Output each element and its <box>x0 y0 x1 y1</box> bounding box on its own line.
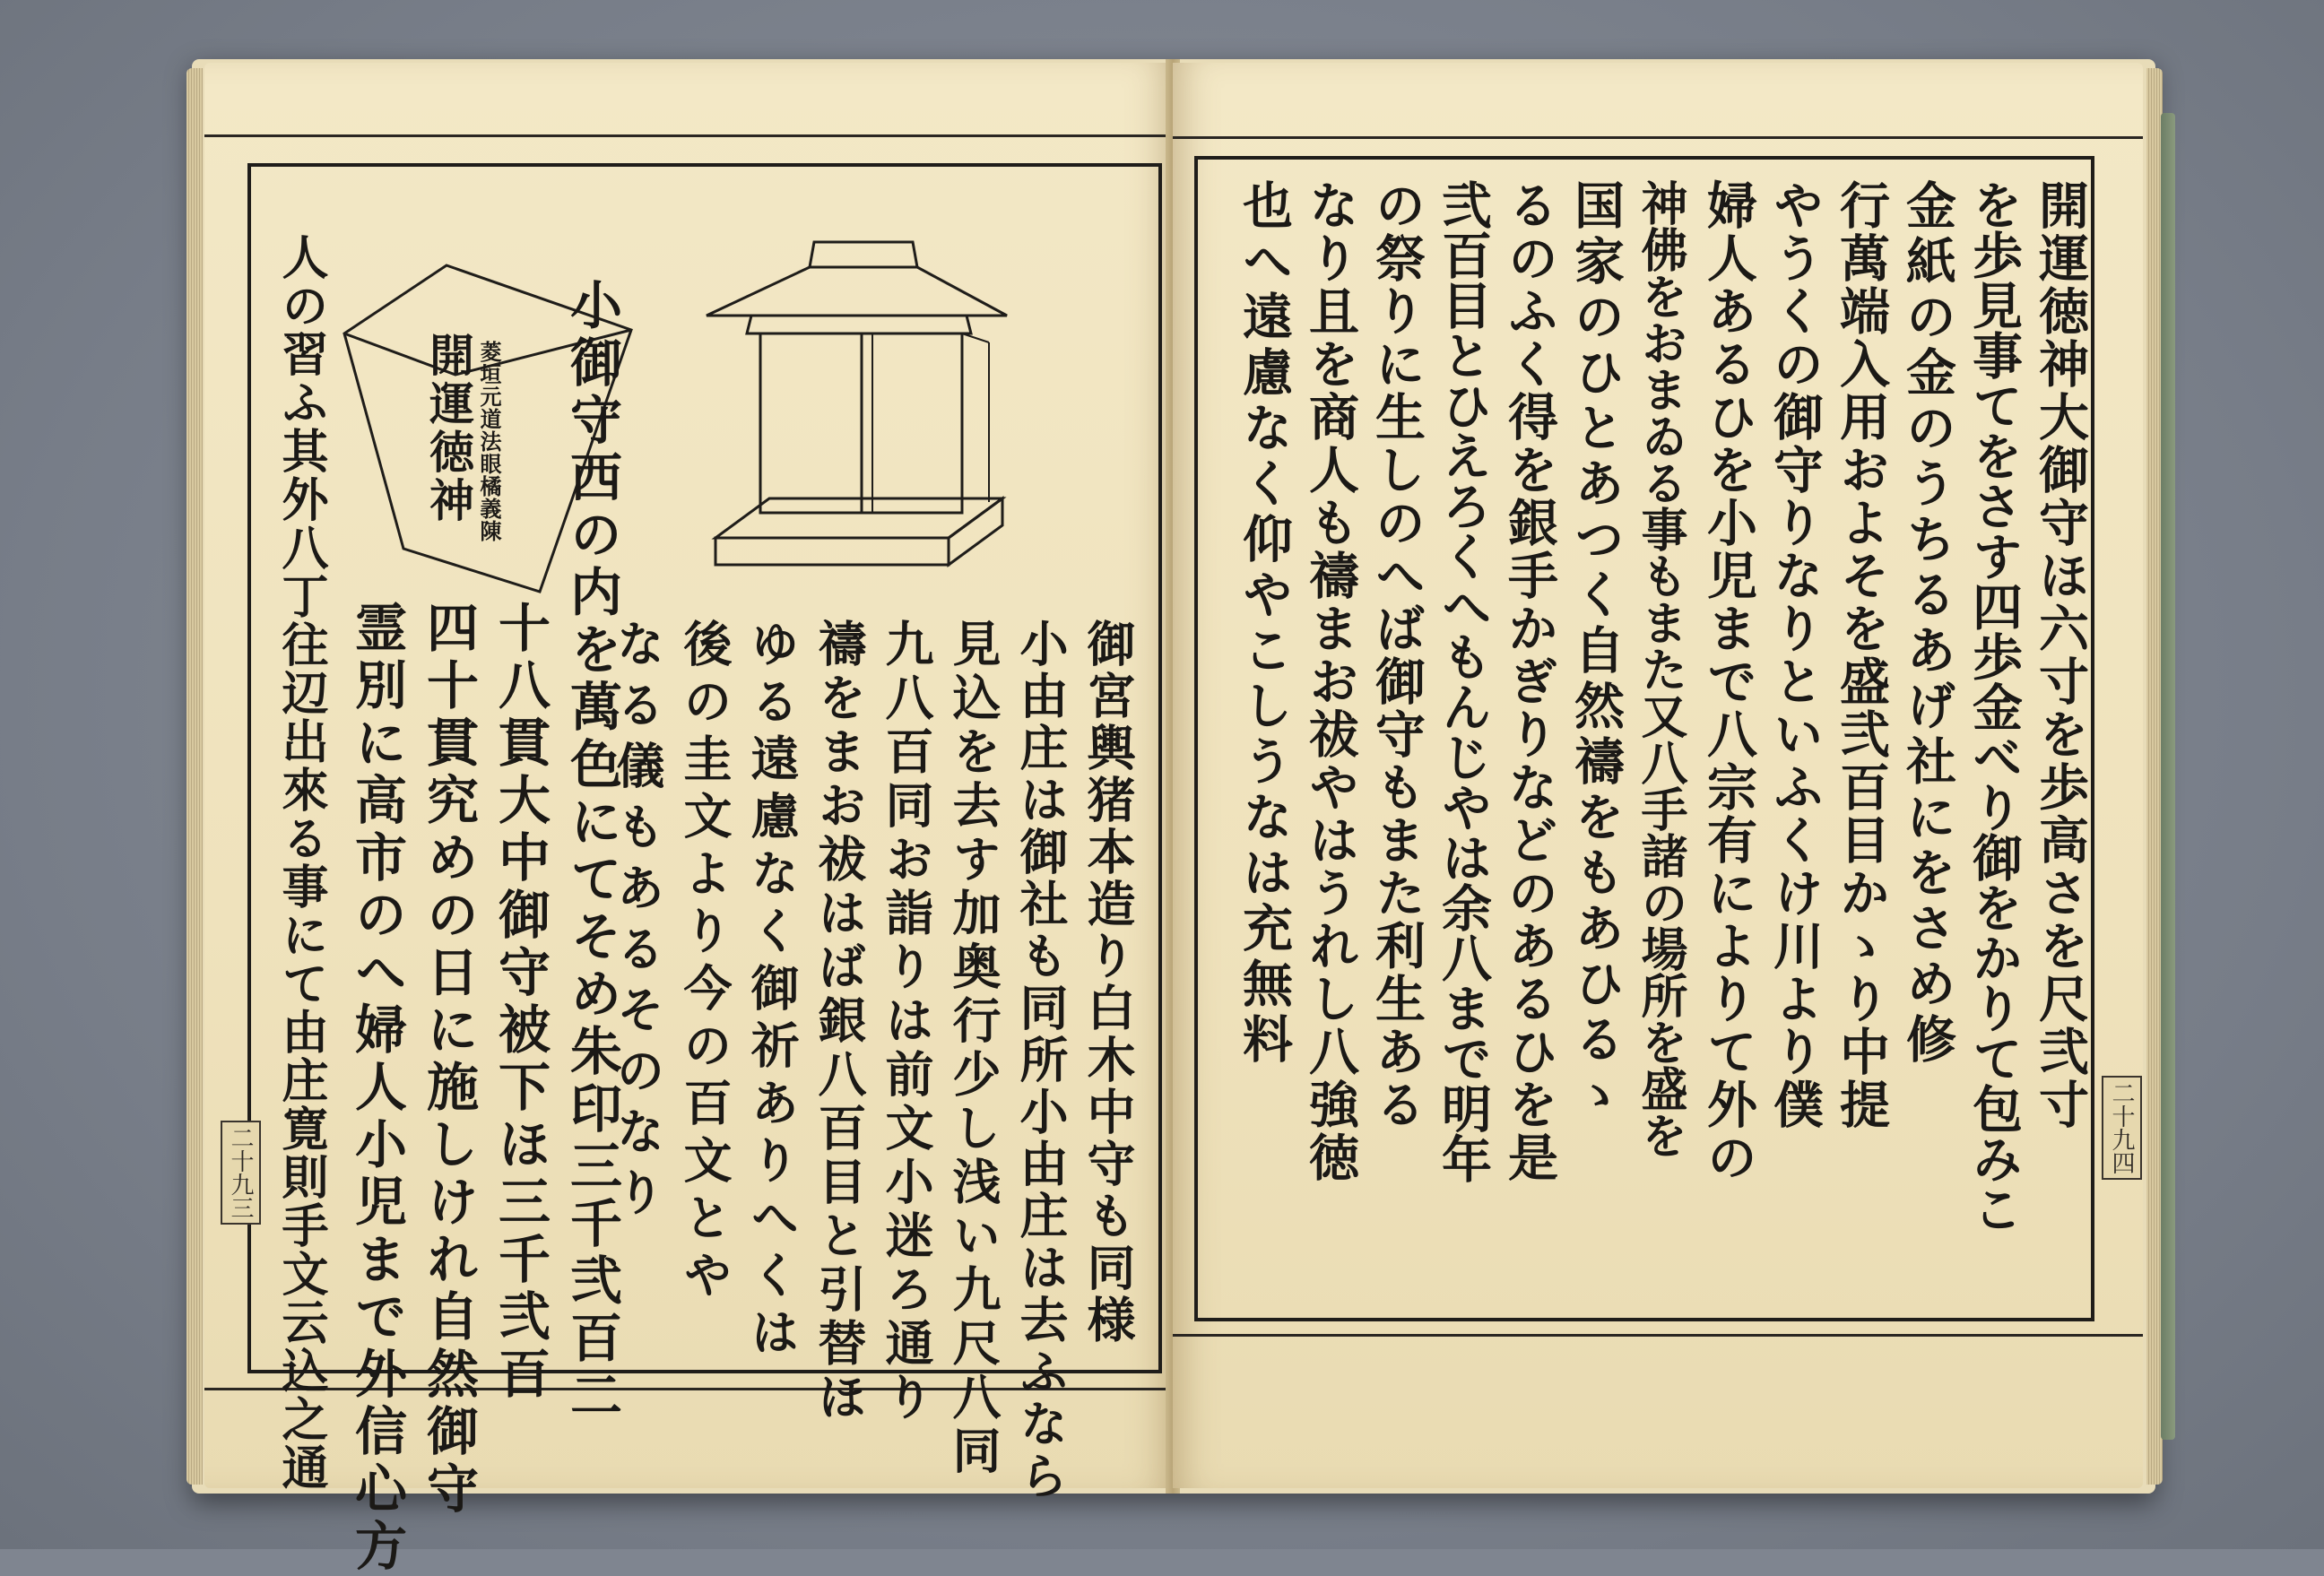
folio-number: 二十九三 <box>221 1121 261 1225</box>
text-column: 行萬端入用およそを盛弐百目かゝり中提 <box>1832 179 1891 1131</box>
text-column: 後の圭文より今の百文とや <box>676 619 733 1307</box>
text-column: 霊別に高市のへ婦人小児まで外信心方 <box>346 601 407 1576</box>
left-page <box>204 63 1173 1576</box>
bottom-rule <box>1173 1334 2143 1337</box>
folio-number: 二十九四 <box>2102 1076 2142 1180</box>
left-page-edges <box>186 68 203 1485</box>
charm-subtitle: 菱垣元道法眼橘義陳 <box>476 341 502 542</box>
text-column: 九八百同お詣りは前文小迷ろ通り <box>878 619 935 1425</box>
text-column: なる儀もあるそのなり <box>609 619 666 1228</box>
text-column: 十八貫大中御守被下ほ三千弐百 <box>490 601 551 1404</box>
text-column: 小由庄は御社も同所小由庄は去ふなら <box>1012 619 1070 1502</box>
text-column: 見込を去す加奥行少し浅い九尺八同 <box>945 619 1002 1479</box>
text-column: るのふく得を銀手かぎりなどのあるひを是 <box>1500 179 1559 1184</box>
text-column: 御宮輿猪本造り白木中守も同様 <box>1080 619 1137 1347</box>
text-column: 四十貫究めの日に施しけれ自然御守 <box>418 601 479 1519</box>
text-column: 金紙の金のうちるあげ社にをさめ修 <box>1898 179 1957 1069</box>
text-column: ゆる遠慮なく御祈ありへくは <box>743 619 801 1364</box>
text-column: 人の習ふ其外八丁往辺出來る事にて由庄寛則手文云込之通 <box>273 233 328 1492</box>
text-column: 婦人あるひを小児まで八宗有によりて外の <box>1699 179 1758 1184</box>
shrine-illustration <box>698 233 1164 610</box>
text-column: 弐百目とひえろくへもんじやは余八まで明年 <box>1434 179 1493 1183</box>
text-column: 国家のひとあつく自然禱をもあひるゝ <box>1566 179 1626 1124</box>
open-book <box>192 59 2155 1576</box>
text-column: 開運徳神大御守ほ六寸を歩高さを尺弐寸 <box>2031 179 2090 1131</box>
text-column: の祭りに生しのへば御守もまた利生ある <box>1367 179 1426 1131</box>
text-column: やうくの御守りなりといふくけ川より僕 <box>1765 179 1825 1131</box>
top-rule <box>204 134 1173 137</box>
charm-title: 開運徳神 <box>422 332 475 525</box>
right-page <box>1173 63 2143 1488</box>
text-column: 神佛をおまゐる事もまた又八手諸の場所を盛を <box>1633 179 1687 1158</box>
text-column: 也へ遠慮なく仰やこしうなは充無料 <box>1235 179 1294 1069</box>
top-rule <box>1173 136 2143 139</box>
text-column: を歩見事てをさす四歩金べり御をかりて包みこ <box>1964 179 2024 1234</box>
cover-edge <box>2161 113 2175 1440</box>
text-column: なり且を商人も禱まお祓やはうれし八強徳 <box>1301 179 1360 1184</box>
text-column: 小御守西の内を萬色にてそめ朱印三千弐百二 <box>561 278 622 1425</box>
text-column: 禱をまお祓はば銀八百目と引替ほ <box>811 619 868 1425</box>
